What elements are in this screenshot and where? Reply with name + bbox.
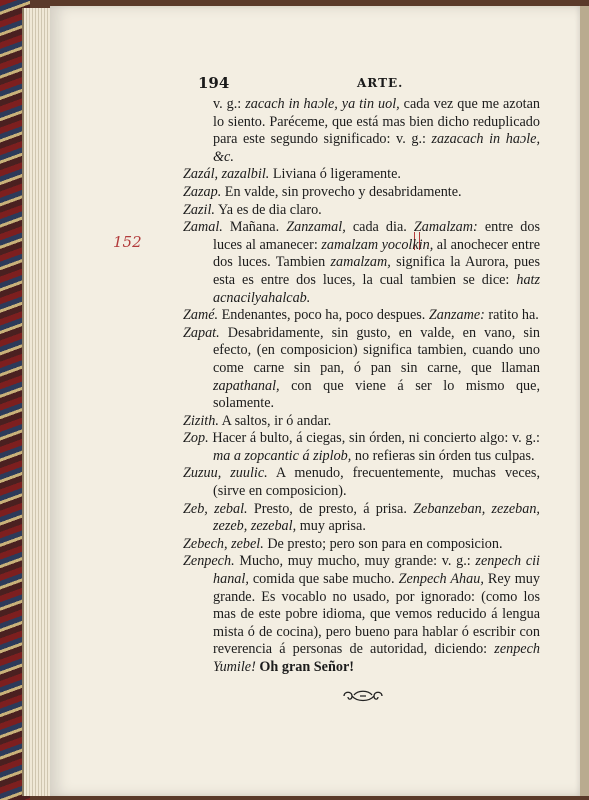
entry-text: significa la Aurora, pues esta es entre dos luces, la cual tambien se dice: bbox=[213, 254, 540, 288]
entry-text: zamalzam, bbox=[330, 254, 391, 271]
right-page-edge bbox=[580, 6, 589, 796]
dictionary-entry bbox=[183, 166, 540, 184]
headword: Zazap. bbox=[183, 183, 222, 200]
entry-text: muy aprisa. bbox=[296, 518, 366, 535]
entry-text: Desabridamente, sin gusto, en valde, en vano, sin efecto, (en composicion) significa tambien, cuando uno come carne sin pan, ó pan sin carne, que llaman bbox=[213, 324, 540, 376]
page-number: 194 bbox=[198, 74, 230, 92]
entry-text: zacach in haɔle, ya tin uol, bbox=[245, 96, 400, 112]
entry-text: A menudo, frecuentemente, muchas veces, (sirve en composicion). bbox=[213, 465, 540, 500]
entry-text: hatz acnacilyahalcab. bbox=[213, 271, 540, 306]
headword: Zamal. bbox=[183, 219, 223, 236]
ornament-icon bbox=[340, 688, 386, 704]
entry-text: al anochecer entre dos luces. Tambien bbox=[213, 236, 540, 271]
entry-text: zenpech Yumile! bbox=[213, 641, 540, 675]
dictionary-entry bbox=[183, 430, 540, 465]
dictionary-entry bbox=[183, 536, 540, 554]
headword: Zazál, zazalbil. bbox=[183, 166, 270, 183]
headword: Zeb, zebal. bbox=[183, 500, 248, 517]
entry-text: Zanzamal, bbox=[286, 219, 346, 236]
headword: Zazil. bbox=[183, 201, 215, 218]
entry-text: Zamalzam: bbox=[413, 219, 478, 236]
dictionary-entry bbox=[183, 553, 540, 676]
entry-text: A saltos, ir ó andar. bbox=[218, 412, 332, 429]
entry-text: Liviana ó ligeramente. bbox=[269, 166, 401, 183]
entry-text: ma a zopcantic á ziplob, bbox=[213, 447, 352, 464]
entry-text: Oh gran Señor! bbox=[255, 659, 354, 675]
entry-text: zapathanal, bbox=[213, 377, 280, 394]
entry-text: entre dos luces al amanecer: bbox=[213, 219, 540, 253]
dictionary-entry bbox=[183, 413, 540, 431]
dictionary-entry bbox=[183, 307, 540, 325]
entry-text: Endenantes, poco ha, poco despues. bbox=[218, 307, 429, 324]
entry-text: zazacach in haɔle, &c. bbox=[213, 131, 540, 165]
headword: Zenpech. bbox=[183, 553, 235, 570]
entry-text: Hacer á bulto, á ciegas, sin órden, ni concierto algo: v. g.: bbox=[208, 430, 540, 447]
dictionary-entry bbox=[183, 465, 540, 500]
entry-text: ratito ha. bbox=[484, 307, 539, 324]
entry-text: cada vez que me azotan lo siento. Paréceme, que está mas bien dicho reduplicado para este segundo significado: v. g.: bbox=[213, 96, 541, 148]
entry-text: con que viene á ser lo mismo que, solamente. bbox=[213, 377, 540, 412]
entry-text: Ya es de dia claro. bbox=[214, 201, 322, 218]
dictionary-entry bbox=[183, 219, 540, 307]
headword: Zebech, zebel. bbox=[183, 535, 264, 552]
headword: Zapat. bbox=[183, 324, 220, 341]
entry-text: zenpech cii hanal, bbox=[213, 553, 540, 588]
running-title: ARTE. bbox=[357, 76, 404, 90]
dictionary-entry bbox=[183, 325, 540, 413]
body-text bbox=[183, 96, 540, 677]
dictionary-entry bbox=[183, 501, 540, 536]
headword: Zuzuu, zuulic. bbox=[183, 465, 268, 482]
entry-text: Zenpech Ahau, bbox=[398, 571, 484, 588]
entry-text: zamalzam yocolkin, bbox=[321, 236, 434, 253]
entry-text: De presto; pero son para en composicion. bbox=[263, 535, 503, 552]
entry-text: En valde, sin provecho y desabridamente. bbox=[221, 183, 462, 200]
continuation-paragraph bbox=[183, 96, 540, 166]
entry-text: comida que sabe mucho. bbox=[248, 571, 399, 588]
entry-text: no refieras sin órden tus culpas. bbox=[351, 447, 535, 464]
entry-text: Zanzame: bbox=[428, 307, 485, 324]
entry-text: v. g.: bbox=[213, 96, 246, 112]
entry-text: Mucho, muy mucho, muy grande: v. g.: bbox=[234, 553, 476, 570]
page-header bbox=[0, 74, 589, 94]
entry-text: Mañana. bbox=[222, 219, 287, 236]
dictionary-entry bbox=[183, 184, 540, 202]
margin-annotation: 152 bbox=[113, 233, 142, 251]
headword: Zop. bbox=[183, 430, 209, 447]
dictionary-entry bbox=[183, 202, 540, 220]
entry-text: cada dia. bbox=[345, 219, 414, 236]
entry-text: Zebanzeban, zezeban, zezeb, zezebal, bbox=[213, 500, 540, 535]
headword: Zizith. bbox=[183, 412, 219, 429]
entry-text: Presto, de presto, á prisa. bbox=[247, 500, 414, 517]
entry-text: Rey muy grande. Es vocablo no usado, por ignorado: (como los mas de este pobre idioma, que vemos reducido á lengua mista ó de cocina), pero bueno para hablar ó escribir con reverencia á personas de autoridad, diciendo: bbox=[213, 571, 540, 658]
headword: Zamé. bbox=[183, 307, 219, 324]
